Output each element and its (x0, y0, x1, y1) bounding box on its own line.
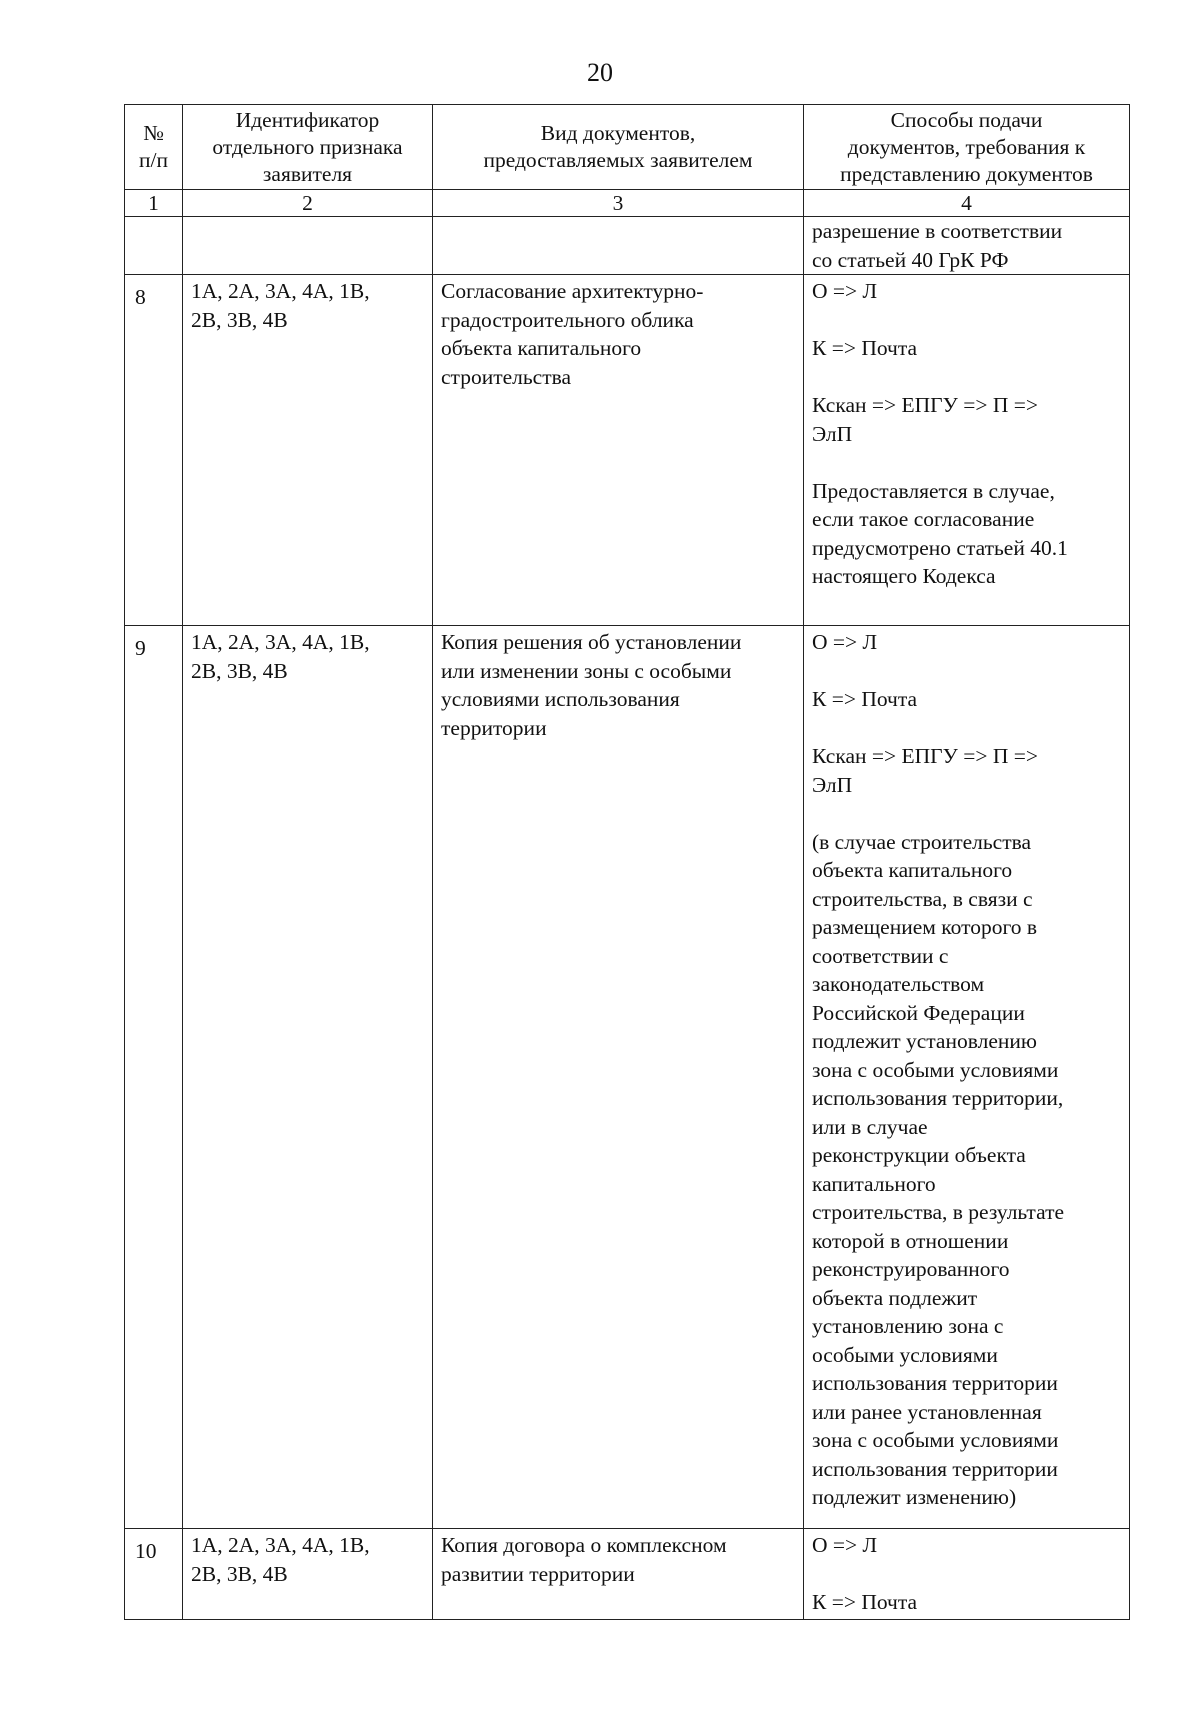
row-number: 9 (125, 626, 183, 1529)
column-number-4: 4 (804, 190, 1130, 217)
column-number-3: 3 (433, 190, 804, 217)
row-document: Согласование архитектурно- градостроительного облика объекта капитального строительства (441, 279, 704, 389)
method-in-person: О => Л (812, 630, 878, 654)
page-number: 20 (587, 58, 613, 87)
method-mail: К => Почта (812, 1590, 918, 1614)
table-row (125, 1529, 1130, 1620)
row-document: Копия решения об установлении или изменении зоны с особыми условиями использования территории (441, 630, 742, 740)
continuation-cell-4 (804, 217, 1130, 275)
row-number: 8 (125, 275, 183, 626)
method-electronic: Кскан => ЕПГУ => П => ЭлП (812, 744, 1038, 797)
method-electronic: Кскан => ЕПГУ => П => ЭлП (812, 393, 1038, 446)
row-note: Предоставляется в случае, если такое согласование предусмотрено статьей 40.1 настоящего Кодекса (812, 478, 1068, 588)
method-in-person: О => Л (812, 1533, 878, 1557)
method-in-person: О => Л (812, 279, 878, 303)
method-mail: К => Почта (812, 687, 918, 711)
continuation-cell-2 (183, 217, 433, 275)
header-submission-methods: Способы подачи документов, требования к представлению документов (804, 105, 1130, 190)
row-number: 10 (125, 1529, 183, 1620)
header-document-type: Вид документов, предоставляемых заявителем (433, 105, 804, 190)
continuation-cell-3 (433, 217, 804, 275)
row-identifiers: 1А, 2А, 3А, 4А, 1В, 2В, 3В, 4В (191, 279, 370, 332)
continuation-cell-1 (125, 217, 183, 275)
table-row (125, 275, 1130, 626)
header-identifier: Идентификатор отдельного признака заявителя (183, 105, 433, 190)
row-document: Копия договора о комплексном развитии территории (441, 1533, 727, 1586)
column-number-2: 2 (183, 190, 433, 217)
column-number-1: 1 (125, 190, 183, 217)
row-note: (в случае строительства объекта капитального строительства, в связи с размещением которого в соответствии с законодательством Российской Федерации подлежит установлению зона с особыми условиями использования территории, или в случае реконструкции объекта капитального строительства, в результате которой в отношении реконструированного объекта подлежит установлению зона с особыми условиями использования территории или ранее установленная зона с особыми условиями использования территории подлежит изменению) (812, 829, 1065, 1509)
continuation-row (125, 217, 1130, 275)
row-identifiers: 1А, 2А, 3А, 4А, 1В, 2В, 3В, 4В (191, 630, 370, 683)
column-numbers-row (125, 190, 1130, 217)
header-number: № п/п (125, 105, 183, 190)
method-mail: К => Почта (812, 336, 918, 360)
row-identifiers: 1А, 2А, 3А, 4А, 1В, 2В, 3В, 4В (191, 1533, 370, 1586)
table-row (125, 626, 1130, 1529)
table-header-row (125, 105, 1130, 190)
documents-table (124, 104, 1130, 1620)
continuation-text: разрешение в соответствии со статьей 40 ГрК РФ (812, 219, 1063, 272)
